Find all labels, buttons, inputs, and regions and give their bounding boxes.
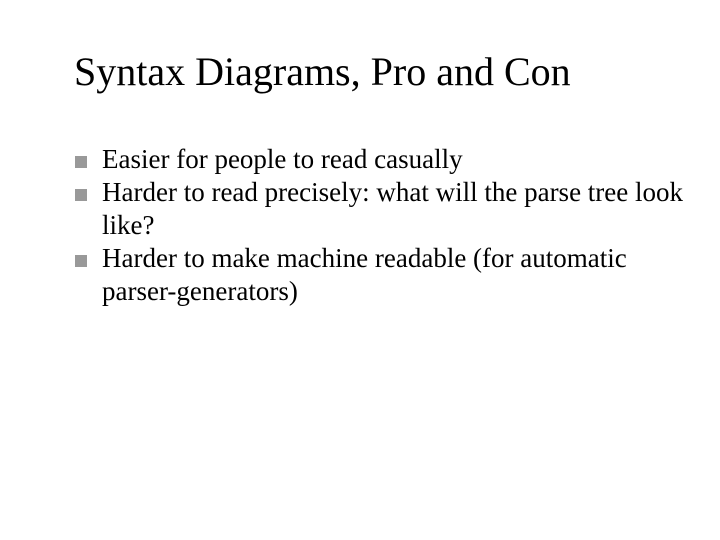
- slide-title: Syntax Diagrams, Pro and Con: [74, 49, 571, 94]
- square-bullet-icon: [75, 255, 87, 267]
- bullet-text: Harder to read precisely: what will the parse tree look like?: [102, 177, 684, 240]
- bullet-text: Harder to make machine readable (for automatic parser-generators): [102, 243, 627, 306]
- square-bullet-icon: [75, 189, 87, 201]
- bullet-item: [74, 242, 694, 308]
- bullet-list: [74, 143, 694, 308]
- bullet-text: Easier for people to read casually: [102, 144, 463, 174]
- bullet-item: [74, 176, 694, 242]
- square-bullet-icon: [75, 156, 87, 168]
- bullet-item: [74, 143, 694, 176]
